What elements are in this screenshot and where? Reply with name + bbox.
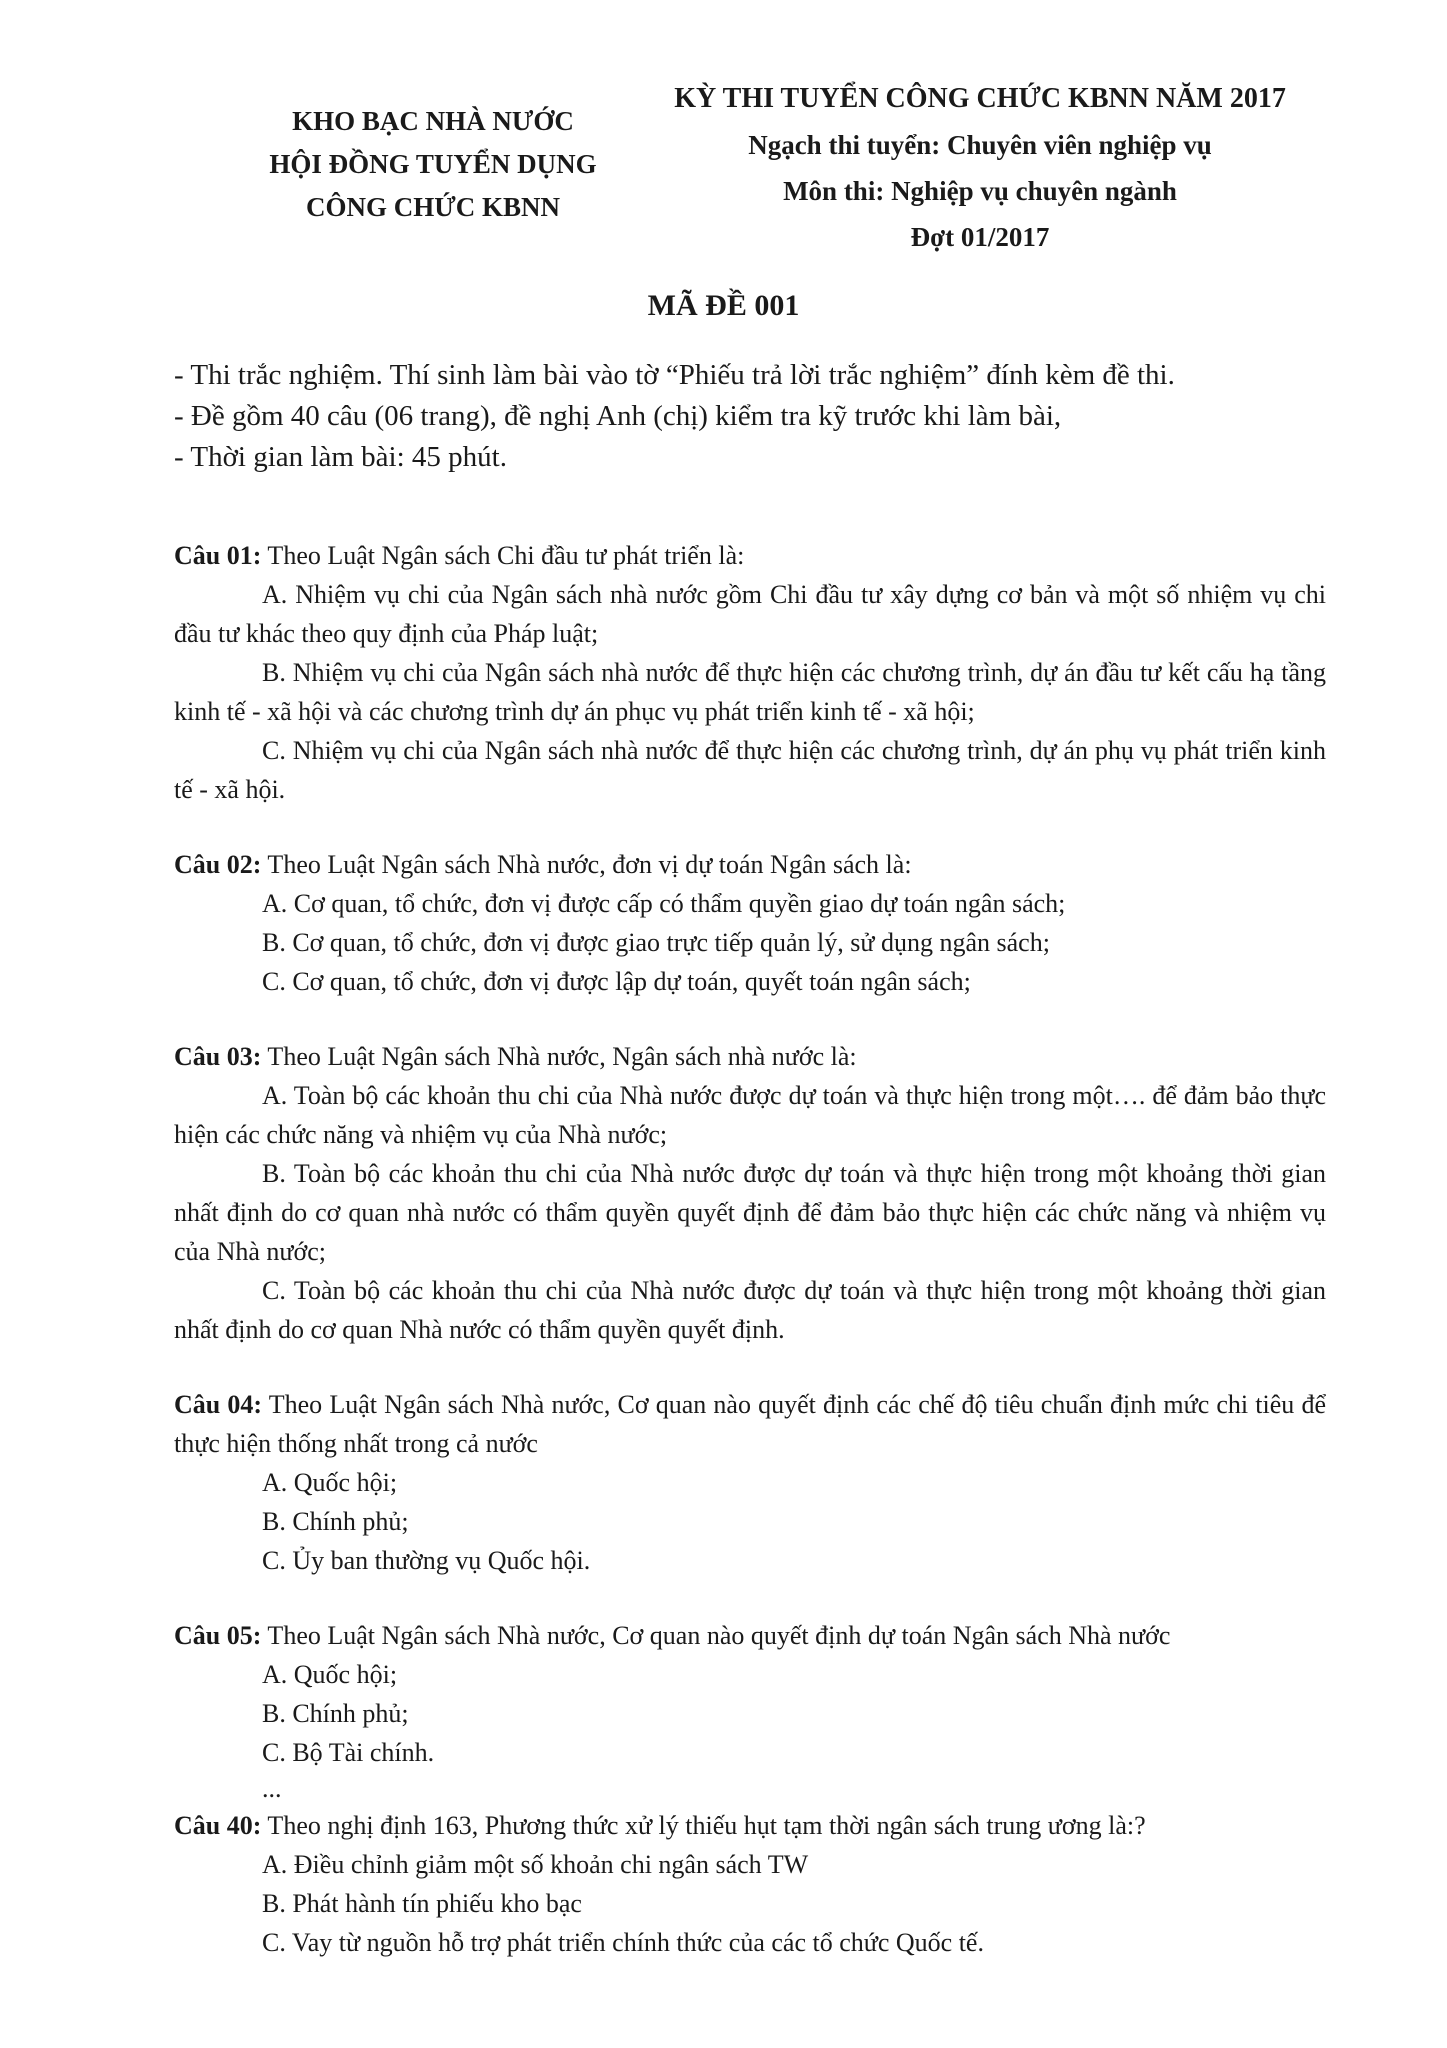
option-a: A. Quốc hội;	[262, 1468, 398, 1497]
option-c: C. Bộ Tài chính.	[262, 1738, 435, 1767]
question-stem	[174, 1037, 1326, 1076]
org-name: KHO BẠC NHÀ NƯỚC	[292, 106, 574, 136]
option-b: B. Phát hành tín phiếu kho bạc	[262, 1889, 582, 1918]
option-a: A. Toàn bộ các khoản thu chi của Nhà nước được dự toán và thực hiện trong một…. để đảm bảo thực hiện các chức năng và nhiệm vụ của Nhà nước;	[174, 1081, 1326, 1149]
question-label: Câu 01:	[174, 541, 262, 570]
option-b: B. Nhiệm vụ chi của Ngân sách nhà nước để thực hiện các chương trình, dự án đầu tư kết cấu hạ tầng kinh tế - xã hội và các chương trình dự án phục vụ phát triển kinh tế - xã hội;	[174, 658, 1326, 726]
option-c: C. Nhiệm vụ chi của Ngân sách nhà nước để thực hiện các chương trình, dự án phụ vụ phát triển kinh tế - xã hội.	[174, 736, 1326, 804]
council-name: HỘI ĐỒNG TUYỂN DỤNG	[269, 149, 597, 179]
option-a: A. Nhiệm vụ chi của Ngân sách nhà nước gồm Chi đầu tư xây dựng cơ bản và một số nhiệm vụ chi đầu tư khác theo quy định của Pháp luật;	[174, 580, 1326, 648]
question-stem	[174, 1385, 1326, 1463]
question-list	[174, 536, 1326, 1962]
exam-title: KỲ THI TUYỂN CÔNG CHỨC KBNN NĂM 2017	[674, 83, 1286, 114]
question-text: Theo Luật Ngân sách Chi đầu tư phát triển là:	[261, 541, 745, 570]
option-a: A. Quốc hội;	[262, 1660, 398, 1689]
instruction-line: - Đề gồm 40 câu (06 trang), đề nghị Anh (chị) kiểm tra kỹ trước khi làm bài,	[174, 400, 1062, 432]
instruction-line: - Thời gian làm bài: 45 phút.	[174, 441, 507, 473]
council-subname: CÔNG CHỨC KBNN	[306, 192, 560, 222]
question-label: Câu 02:	[174, 850, 262, 879]
header-left	[213, 100, 653, 229]
exam-code: MÃ ĐỀ 001	[647, 289, 800, 322]
option-b: B. Chính phủ;	[262, 1507, 409, 1536]
option-b: B. Toàn bộ các khoản thu chi của Nhà nước được dự toán và thực hiện trong một khoảng thời gian nhất định do cơ quan nhà nước có thẩm quyền quyết định để đảm bảo thực hiện các chức năng và nhiệm vụ của Nhà nước;	[174, 1159, 1326, 1266]
question-40	[174, 1806, 1326, 1962]
option-b: B. Chính phủ;	[262, 1699, 409, 1728]
exam-round: Đợt 01/2017	[910, 222, 1050, 252]
question-text: Theo nghị định 163, Phương thức xử lý thiếu hụt tạm thời ngân sách trung ương là:?	[261, 1811, 1146, 1840]
question-text: Theo Luật Ngân sách Nhà nước, Cơ quan nào quyết định các chế độ tiêu chuẩn định mức chi tiêu để thực hiện thống nhất trong cả nước	[174, 1390, 1326, 1458]
option-a: A. Cơ quan, tổ chức, đơn vị được cấp có thẩm quyền giao dự toán ngân sách;	[262, 889, 1066, 918]
option-b: B. Cơ quan, tổ chức, đơn vị được giao trực tiếp quản lý, sử dụng ngân sách;	[262, 928, 1050, 957]
question-stem	[174, 1616, 1326, 1655]
question-stem	[174, 536, 1326, 575]
question-01	[174, 536, 1326, 809]
question-text: Theo Luật Ngân sách Nhà nước, đơn vị dự toán Ngân sách là:	[261, 850, 912, 879]
question-text: Theo Luật Ngân sách Nhà nước, Cơ quan nào quyết định dự toán Ngân sách Nhà nước	[261, 1621, 1171, 1650]
ellipsis: ...	[262, 1774, 282, 1803]
question-stem	[174, 1806, 1326, 1845]
instruction-line: - Thi trắc nghiệm. Thí sinh làm bài vào tờ “Phiếu trả lời trắc nghiệm” đính kèm đề thi.	[174, 359, 1175, 391]
option-c: C. Cơ quan, tổ chức, đơn vị được lập dự toán, quyết toán ngân sách;	[262, 967, 971, 996]
question-label: Câu 04:	[174, 1390, 263, 1419]
question-05	[174, 1616, 1326, 1806]
question-stem	[174, 845, 1326, 884]
question-label: Câu 40:	[174, 1811, 262, 1840]
instructions	[174, 355, 1374, 478]
question-02	[174, 845, 1326, 1001]
option-c: C. Vay từ nguồn hỗ trợ phát triển chính thức của các tổ chức Quốc tế.	[262, 1928, 984, 1957]
exam-rank: Ngạch thi tuyển: Chuyên viên nghiệp vụ	[748, 130, 1212, 160]
option-c: C. Ủy ban thường vụ Quốc hội.	[262, 1546, 591, 1575]
option-c: C. Toàn bộ các khoản thu chi của Nhà nước được dự toán và thực hiện trong một khoảng thời gian nhất định do cơ quan Nhà nước có thẩm quyền quyết định.	[174, 1276, 1326, 1344]
question-label: Câu 05:	[174, 1621, 262, 1650]
question-text: Theo Luật Ngân sách Nhà nước, Ngân sách nhà nước là:	[261, 1042, 857, 1071]
question-03	[174, 1037, 1326, 1349]
question-label: Câu 03:	[174, 1042, 262, 1071]
question-04	[174, 1385, 1326, 1580]
exam-subject: Môn thi: Nghiệp vụ chuyên ngành	[783, 176, 1177, 206]
header-right	[620, 76, 1340, 260]
option-a: A. Điều chỉnh giảm một số khoản chi ngân sách TW	[262, 1850, 809, 1879]
